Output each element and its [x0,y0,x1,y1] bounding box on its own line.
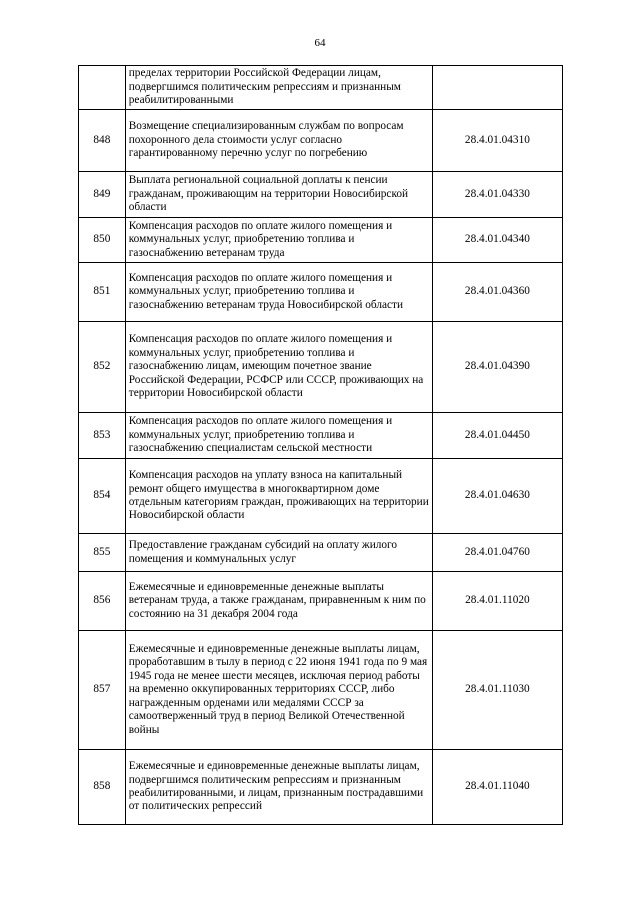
row-number: 851 [79,263,126,322]
row-number: 853 [79,413,126,459]
row-code: 28.4.01.04330 [432,172,562,218]
table-row [79,218,563,263]
row-code: 28.4.01.04450 [432,413,562,459]
row-number: 849 [79,172,126,218]
row-code: 28.4.01.11030 [432,631,562,750]
row-description: Компенсация расходов на уплату взноса на капитальный ремонт общего имущества в многоквартирном доме отдельным категориям граждан, проживающих на территории Новосибирской области [125,459,432,534]
row-description: Выплата региональной социальной доплаты к пенсии гражданам, проживающим на территории Новосибирской области [125,172,432,218]
table-row [79,172,563,218]
row-number: 858 [79,750,126,825]
row-code: 28.4.01.04310 [432,110,562,172]
table-row [79,413,563,459]
row-number: 857 [79,631,126,750]
table-row [79,110,563,172]
table-row [79,572,563,631]
row-description: Ежемесячные и единовременные денежные выплаты ветеранам труда, а также гражданам, приравненным к ним по состоянию на 31 декабря 2004 года [125,572,432,631]
row-number: 856 [79,572,126,631]
row-number: 852 [79,322,126,413]
row-number: 850 [79,218,126,263]
row-number: 854 [79,459,126,534]
row-number: 848 [79,110,126,172]
row-description: Компенсация расходов по оплате жилого помещения и коммунальных услуг, приобретению топлива и газоснабжению специалистам сельской местности [125,413,432,459]
row-description: Возмещение специализированным службам по вопросам похоронного дела стоимости услуг согласно гарантированному перечню услуг по погребению [125,110,432,172]
table-row [79,322,563,413]
table-body [79,66,563,825]
row-description: Компенсация расходов по оплате жилого помещения и коммунальных услуг, приобретению топлива и газоснабжению ветеранам труда [125,218,432,263]
row-description: Ежемесячные и единовременные денежные выплаты лицам, проработавшим в тылу в период с 22 июня 1941 года по 9 мая 1945 года не менее шести месяцев, исключая период работы на временно оккупированных территориях СССР, либо награжденным орденами или медалями СССР за самоотверженный труд в период Великой Отечественной войны [125,631,432,750]
row-description: Компенсация расходов по оплате жилого помещения и коммунальных услуг, приобретению топлива и газоснабжению ветеранам труда Новосибирской области [125,263,432,322]
row-description: Предоставление гражданам субсидий на оплату жилого помещения и коммунальных услуг [125,534,432,572]
row-code: 28.4.01.04390 [432,322,562,413]
row-code: 28.4.01.04360 [432,263,562,322]
row-code: 28.4.01.11020 [432,572,562,631]
table-row [79,263,563,322]
document-table [78,65,563,825]
row-code: 28.4.01.04340 [432,218,562,263]
table-row [79,534,563,572]
row-code: 28.4.01.11040 [432,750,562,825]
row-description: Компенсация расходов по оплате жилого помещения и коммунальных услуг, приобретению топлива и газоснабжению лицам, имеющим почетное звание Российской Федерации, РСФСР или СССР, проживающих на территории Новосибирской области [125,322,432,413]
row-code: 28.4.01.04760 [432,534,562,572]
table-row [79,750,563,825]
row-number [79,66,126,110]
table-row [79,66,563,110]
row-description: пределах территории Российской Федерации лицам, подвергшимся политическим репрессиям и признанным реабилитированными [125,66,432,110]
table-row [79,631,563,750]
page-number: 64 [314,37,326,49]
row-description: Ежемесячные и единовременные денежные выплаты лицам, подвергшимся политическим репрессиям и признанным реабилитированными, и лицам, признанным пострадавшими от политических репрессий [125,750,432,825]
table-row [79,459,563,534]
row-number: 855 [79,534,126,572]
row-code: 28.4.01.04630 [432,459,562,534]
row-code [432,66,562,110]
